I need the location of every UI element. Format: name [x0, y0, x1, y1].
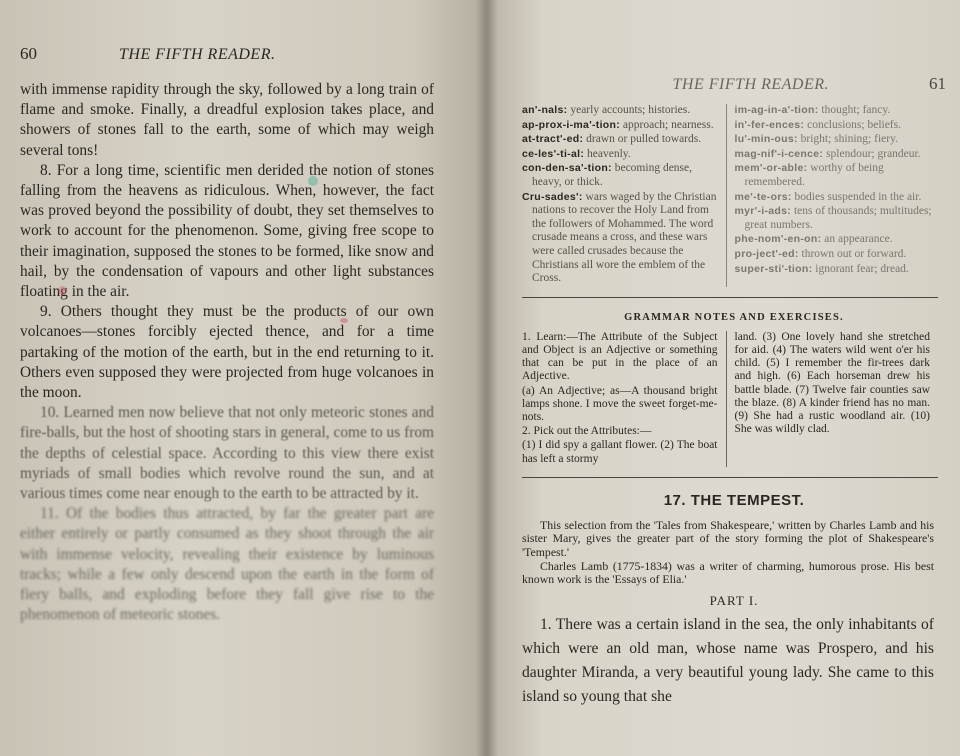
vocab-entry: Cru-sades': wars waged by the Christian nations to recover the Holy Land from the followers of Mohammed. The word crusade means a cross, and these wars were called crusades because the Christians all wore the emblem of the Cross.: [522, 190, 717, 285]
left-page-number: 60: [20, 44, 37, 63]
vocab-column-left: [522, 104, 726, 287]
vocab-entry: me'-te-ors: bodies suspended in the air.: [734, 190, 922, 203]
vocab-entry: con-den-sa'-tion: becoming dense, heavy, or thick.: [522, 162, 693, 188]
vocab-entry: super-sti'-tion: ignorant fear; dread.: [734, 262, 909, 275]
left-running-head: [20, 44, 434, 64]
vocab-entry: in'-fer-ences: conclusions; beliefs.: [734, 118, 901, 131]
paragraph: 9. Others thought they must be the products of our own volcanoes—stones forcibly ejected thence, and for a time partaking of the motion of the earth, but in the end returning to it. Others even supposed they were projected from huge volcanoes in the moon.: [20, 303, 434, 402]
vocab-entry: an'-nals: yearly accounts; histories.: [522, 104, 691, 116]
note-line: (a) An Adjective; as—A thousand bright lamps shone. I move the sweet forget-me-nots.: [522, 384, 718, 423]
section-title: 17. THE TEMPEST.: [663, 491, 805, 509]
paragraph: 11. Of the bodies thus attracted, by far the greater part are either entirely or partly consumed as they shoot through the air with immense velocity, revealing their existence by luminous tracks; while a few only descend upon the earth in the form of fiery balls, and exploding before they fall give rise to the phenomenon of meteoric stones.: [20, 505, 434, 624]
book-gutter: [476, 0, 498, 756]
grammar-notes-title: GRAMMAR NOTES AND EXERCISES.: [624, 311, 844, 323]
vocabulary-list: [522, 104, 938, 298]
intro-paragraph: Charles Lamb (1775-1834) was a writer of charming, humorous prose. His best known work is the 'Essays of Elia.': [522, 558, 934, 587]
paragraph: with immense rapidity through the sky, followed by a long train of flame and smoke. Finally, a dreadful explosion takes place, and showers of stones fall to the earth, some of which may weigh several tons!: [20, 81, 434, 159]
note-line: land. (3) One lovely hand she stretched for aid. (4) The waters wild went o'er his child. (5) I remember the fir-trees dark and high. (6) Each horseman drew his battle blade. (7) Twelve fair counties saw the blaze. (8) A kinder friend has no man. (9) She had a rustic woodland air. (10) She was wildly clad.: [734, 330, 930, 436]
vocab-entry: pro-ject'-ed: thrown out or forward.: [734, 247, 907, 260]
right-running-head: [522, 74, 946, 94]
note-line: (1) I did spy a gallant flower. (2) The boat has left a stormy: [522, 439, 718, 465]
vocab-entry: lu'-min-ous: bright; shining; fiery.: [734, 133, 898, 146]
notes-column-left: [522, 331, 726, 467]
paragraph: 10. Learned men now believe that not only meteoric stones and fire-balls, but the host of shooting stars in general, come to us from the depths of celestial space. According to this view there exist myriads of small bodies which revolve round the sun, and at various times come near enough to the earth to be attracted by it.: [20, 404, 434, 503]
story-paragraph: 1. There was a certain island in the sea, the only inhabitants of which were an old man, whose name was Prospero, and his daughter Miranda, a very beautiful young lady. She came to this island so young that she: [522, 615, 934, 705]
vocab-entry: at-tract'-ed: drawn or pulled towards.: [522, 133, 702, 146]
vocab-entry: phe-nom'-en-on: an appearance.: [734, 233, 893, 246]
note-line: 2. Pick out the Attributes:—: [522, 425, 652, 438]
vocab-entry: ce-les'-ti-al: heavenly.: [522, 147, 631, 160]
right-page: [486, 0, 960, 756]
intro-paragraph: This selection from the 'Tales from Shakespeare,' written by Charles Lamb and his sister Mary, gives the greater part of the story forming the plot of Shakespeare's 'Tempest.': [522, 517, 934, 559]
paragraph: 8. For a long time, scientific men derided the notion of stones falling from the heavens as ridiculous. When, however, the fact was proved beyond the possibility of doubt, they set themselves to work to account for the phenomenon. Some, giving free scope to their imagination, supposed the stones to be formed, like snow and hail, by the condensation of vapours and other light substances floating in the air.: [20, 161, 434, 301]
notes-column-right: [726, 331, 939, 467]
vocab-column-right: [726, 104, 939, 287]
vocab-entry: ap-prox-i-ma'-tion: approach; nearness.: [522, 118, 714, 131]
part-label: PART I.: [709, 592, 759, 608]
vocab-entry: myr'-i-ads: tens of thousands; multitudes; great numbers.: [734, 205, 932, 231]
left-running-title: THE FIFTH READER.: [119, 46, 276, 63]
vocab-entry: im-ag-in-a'-tion: thought; fancy.: [734, 104, 891, 116]
right-page-number: 61: [929, 74, 946, 93]
vocab-entry: mem'-or-able: worthy of being remembered.: [734, 162, 884, 188]
grammar-notes: [522, 331, 938, 478]
note-line: 1. Learn:—The Attribute of the Subject and Object is an Adjective or something that can be put in the place of an Adjective.: [522, 330, 718, 383]
vocab-entry: mag-nif'-i-cence: splendour; grandeur.: [734, 147, 921, 160]
right-running-title: THE FIFTH READER.: [672, 76, 829, 93]
